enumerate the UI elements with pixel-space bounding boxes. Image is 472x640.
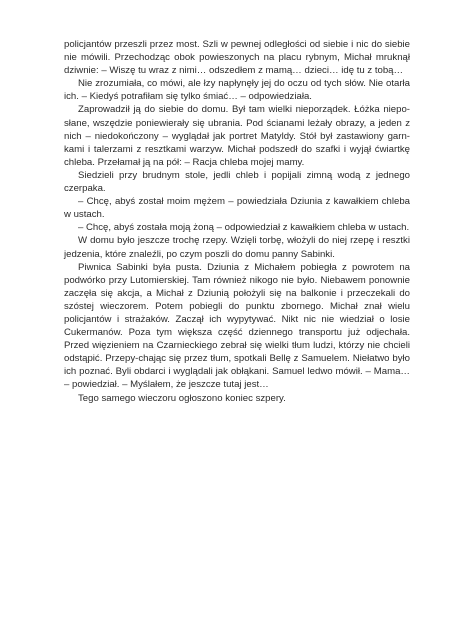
paragraph-8: Piwnica Sabinki była pusta. Dziunia z Michałem pobiegła z powrotem na podwórko przy Lutomierskiej. Tam również nikogo nie było. Niebawem ponownie zaczęła się akcja, a Michał z Dziunią położyli się na balkonie i przeczekali do szóstej wieczorem. Potem pobiegli do punktu zbornego. Michał znał wielu policjantów i strażaków. Zaczął ich wypytywać. Nikt nic nie wiedział o losie Cukermanów. Poza tym większa część dziennego transportu już odjechała. Przed więzieniem na Czarnieckiego zebrał się wielki tłum ludzi, którzy nie chcieli odstąpić. Przepy-chając się przez tłum, spotkali Bellę z Samuelem. Niełatwo było ich poznać. Byli obdarci i wyglądali jak obłąkani. Samuel ledwo mówił. – Mama… – powiedział. – Myślałem, że jeszcze tutaj jest…	[64, 261, 410, 391]
paragraph-5: – Chcę, abyś został moim mężem – powiedziała Dziunia z kawałkiem chleba w ustach.	[64, 196, 410, 221]
paragraph-9: Tego samego wieczoru ogłoszono koniec szpery.	[78, 392, 286, 404]
paragraph-4: Siedzieli przy brudnym stole, jedli chleb i popijali zimną wodą z jednego czerpaka.	[64, 169, 410, 195]
paragraph-2: Nie zrozumiała, co mówi, ale łzy napłynęły jej do oczu od tych słów. Nie otarła ich. – Kiedyś potrafiłam się tylko śmiać… – odpowiedziała.	[64, 78, 410, 103]
paragraph-3: Zaprowadził ją do siebie do domu. Był tam wielki nieporządek. Łóżka niepo-słane, wszędzie poniewierały się ubrania. Pod ścianami leżały obrazy, a jeden z nich – niedokończony – wyglądał jak portret Matyldy. Stół był zastawiony garn-kami i talerzami z resztkami warzyw. Michał podszedł do szafki i wyjął ćwiartkę chleba. Przełamał ją na pół: – Racja chleba mojej mamy.	[64, 104, 410, 168]
paragraph-6: – Chcę, abyś została moją żoną – odpowiedział z kawałkiem chleba w ustach.	[78, 222, 410, 234]
paragraph-7: W domu było jeszcze trochę rzepy. Wzięli torbę, włożyli do niej rzepę i resztki jedzenia, które znaleźli, po czym poszli do domu panny Sabinki.	[64, 235, 410, 260]
paragraph-1: policjantów przeszli przez most. Szli w pewnej odległości od siebie i nic do siebie nie mówili. Przechodząc obok powieszonych na placu rybnym, Michał mruknął dziwnie: – Wiszę tu wraz z nimi… odszedłem z mamą… dzieci… idę tu z tobą…	[64, 39, 410, 77]
body-text	[64, 38, 410, 405]
